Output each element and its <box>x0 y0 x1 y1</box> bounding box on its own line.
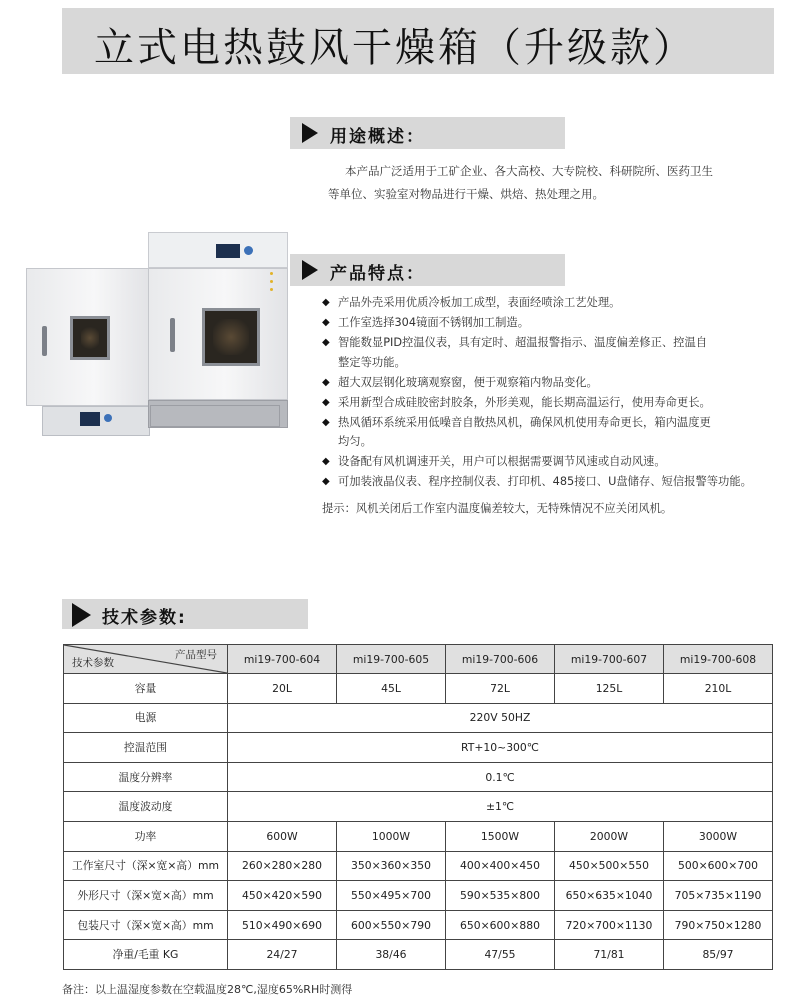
diamond-bullet-icon: ◆ <box>322 396 330 408</box>
cell-value: 600W <box>228 821 337 851</box>
diamond-bullet-icon: ◆ <box>322 297 330 308</box>
row-label: 温度波动度 <box>64 792 228 822</box>
table-header-row <box>64 645 773 674</box>
model-header: mi19-700-605 <box>337 645 446 674</box>
cell-value: 450×420×590 <box>228 881 337 911</box>
feature-item: ◆ 可加装液晶仪表、程序控制仪表、打印机、485接口、U盘储存、短信报警等功能。 <box>322 472 792 492</box>
cell-value: 400×400×450 <box>446 851 555 881</box>
row-label: 净重/毛重 KG <box>64 940 228 970</box>
cell-value: 350×360×350 <box>337 851 446 881</box>
row-label: 控温范围 <box>64 733 228 763</box>
cell-value: 47/55 <box>446 940 555 970</box>
cell-value: 38/46 <box>337 940 446 970</box>
feature-item: ◆ 工作室选择304镜面不锈钢加工制造。 <box>322 313 792 333</box>
feature-item: ◆ 超大双层钢化玻璃观察窗，便于观察箱内物品变化。 <box>322 373 792 393</box>
feature-item: ◆ 设备配有风机调速开关，用户可以根据需要调节风速或自动风速。 <box>322 452 792 472</box>
cell-value: 590×535×800 <box>446 881 555 911</box>
table-row <box>64 881 773 911</box>
cell-value: 45L <box>337 674 446 704</box>
cell-value: RT+10~300℃ <box>228 733 773 763</box>
specs-heading-bar <box>62 599 308 629</box>
feature-item: ◆ 产品外壳采用优质冷板加工成型，表面经喷涂工艺处理。 <box>322 293 792 313</box>
table-row <box>64 762 773 792</box>
feature-item: ◆ 采用新型合成硅胶密封胶条，外形美观，能长期高温运行，使用寿命更长。 <box>322 393 792 413</box>
usage-line-2: 等单位、实验室对物品进行干燥、烘焙、热处理之用。 <box>328 187 604 201</box>
table-row <box>64 792 773 822</box>
diamond-bullet-icon: ◆ <box>322 416 330 428</box>
usage-heading: 用途概述： <box>330 127 425 147</box>
cell-value: ±1℃ <box>228 792 773 822</box>
cell-value: 1500W <box>446 821 555 851</box>
arrow-icon <box>72 603 91 627</box>
specs-remark: 备注：以上温湿度参数在空载温度28℃,湿度65%RH时测得 <box>62 983 353 996</box>
table-row <box>64 910 773 940</box>
cell-value: 125L <box>555 674 664 704</box>
usage-line-1: 本产品广泛适用于工矿企业、各大高校、大专院校、科研院所、医药卫生 <box>345 164 713 178</box>
cell-value: 85/97 <box>664 940 773 970</box>
cell-value: 3000W <box>664 821 773 851</box>
model-header: mi19-700-608 <box>664 645 773 674</box>
diamond-bullet-icon: ◆ <box>322 337 330 348</box>
cell-value: 210L <box>664 674 773 704</box>
corner-model-label: 产品型号 <box>175 649 217 661</box>
diamond-bullet-icon: ◆ <box>322 376 330 388</box>
cell-value: 720×700×1130 <box>555 910 664 940</box>
cell-value: 0.1℃ <box>228 762 773 792</box>
row-label: 包装尺寸（深×宽×高）mm <box>64 910 228 940</box>
features-heading: 产品特点： <box>330 264 425 284</box>
cell-value: 790×750×1280 <box>664 910 773 940</box>
corner-param-label: 技术参数 <box>72 657 114 669</box>
row-label: 工作室尺寸（深×宽×高）mm <box>64 851 228 881</box>
row-label: 温度分辨率 <box>64 762 228 792</box>
oven-large-image <box>148 232 288 428</box>
cell-value: 71/81 <box>555 940 664 970</box>
cell-value: 650×635×1040 <box>555 881 664 911</box>
oven-large-base <box>150 405 280 427</box>
cell-value: 72L <box>446 674 555 704</box>
cell-value: 600×550×790 <box>337 910 446 940</box>
cell-value: 20L <box>228 674 337 704</box>
row-label: 电源 <box>64 703 228 733</box>
model-header: mi19-700-606 <box>446 645 555 674</box>
feature-item: ◆ 热风循环系统采用低噪音自散热风机，确保风机使用寿命更长，箱内温度更 均匀。 <box>322 413 792 452</box>
feature-item: ◆ 智能数显PID控温仪表，具有定时、超温报警指示、温度偏差修正、控温自 整定等功能。 <box>322 333 792 372</box>
table-row <box>64 851 773 881</box>
table-row <box>64 821 773 851</box>
table-row <box>64 703 773 733</box>
header-corner-cell <box>64 645 228 674</box>
table-row <box>64 940 773 970</box>
model-header: mi19-700-604 <box>228 645 337 674</box>
cell-value: 24/27 <box>228 940 337 970</box>
cell-value: 510×490×690 <box>228 910 337 940</box>
cell-value: 650×600×880 <box>446 910 555 940</box>
oven-small-image <box>26 268 150 436</box>
usage-heading-bar <box>290 117 565 149</box>
page-title: 立式电热鼓风干燥箱（升级款） <box>94 25 696 71</box>
row-label: 容量 <box>64 674 228 704</box>
table-row <box>64 674 773 704</box>
cell-value: 550×495×700 <box>337 881 446 911</box>
cell-value: 705×735×1190 <box>664 881 773 911</box>
arrow-icon <box>302 260 318 280</box>
features-list <box>322 293 792 492</box>
row-label: 外形尺寸（深×宽×高）mm <box>64 881 228 911</box>
fan-note: 提示：风机关闭后工作室内温度偏差较大，无特殊情况不应关闭风机。 <box>322 502 673 515</box>
table-row <box>64 733 773 763</box>
cell-value: 450×500×550 <box>555 851 664 881</box>
title-banner <box>62 8 774 74</box>
features-heading-bar <box>290 254 565 286</box>
row-label: 功率 <box>64 821 228 851</box>
cell-value: 260×280×280 <box>228 851 337 881</box>
specs-table <box>63 644 773 970</box>
specs-heading: 技术参数: <box>102 608 187 628</box>
diamond-bullet-icon: ◆ <box>322 476 330 487</box>
diamond-bullet-icon: ◆ <box>322 317 330 328</box>
cell-value: 220V 50HZ <box>228 703 773 733</box>
arrow-icon <box>302 123 318 143</box>
diamond-bullet-icon: ◆ <box>322 456 330 467</box>
cell-value: 2000W <box>555 821 664 851</box>
model-header: mi19-700-607 <box>555 645 664 674</box>
cell-value: 500×600×700 <box>664 851 773 881</box>
cell-value: 1000W <box>337 821 446 851</box>
